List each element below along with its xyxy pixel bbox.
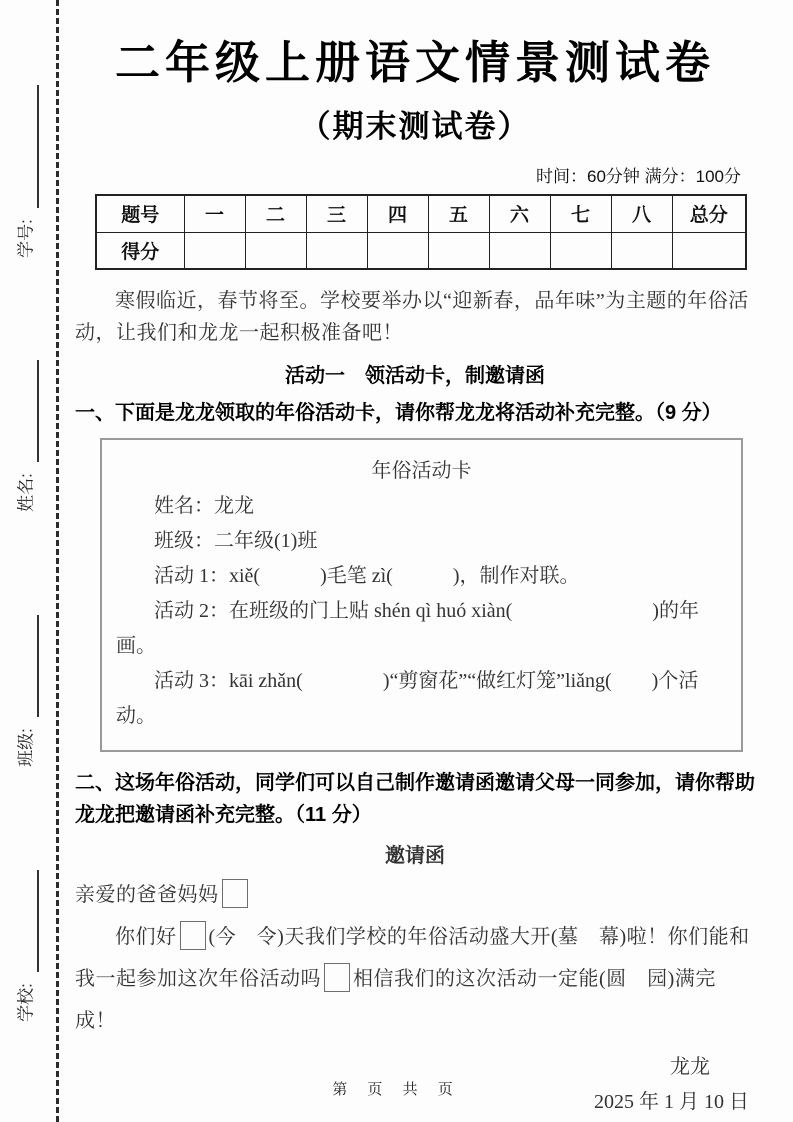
answer-box-punctuation-2[interactable] xyxy=(180,921,206,950)
score-cell[interactable] xyxy=(184,232,245,269)
card-activity-3[interactable]: 活动 3：kāi zhǎn( )“剪窗花”“做红灯笼”liǎng( )个活动。 xyxy=(116,670,699,727)
header-cell-2: 二 xyxy=(245,195,306,232)
header-cell-4: 四 xyxy=(367,195,428,232)
score-cell[interactable] xyxy=(428,232,489,269)
card-class-line: 班级：二年级(1)班 xyxy=(154,530,318,552)
score-cell[interactable] xyxy=(489,232,550,269)
invitation-date: 2025 年 1 月 10 日 xyxy=(594,1091,749,1113)
score-row-label: 得分 xyxy=(96,232,184,269)
invitation-salutation xyxy=(75,874,755,916)
activity-card xyxy=(100,438,743,752)
question-2: 二、这场年俗活动，同学们可以自己制作邀请函邀请父母一同参加，请你帮助龙龙把邀请函补充完整。（11 分） xyxy=(75,772,755,826)
school-label: 学校: xyxy=(16,983,36,1022)
score-cell[interactable] xyxy=(550,232,611,269)
score-cell[interactable] xyxy=(611,232,672,269)
page-title: 二年级上册语文情景测试卷 xyxy=(114,37,715,88)
invitation-body xyxy=(75,916,755,1042)
score-cell[interactable] xyxy=(306,232,367,269)
card-activity-1[interactable]: 活动 1：xiě( )毛笔 zì( )，制作对联。 xyxy=(154,565,580,587)
name-blank-line[interactable] xyxy=(37,360,39,462)
class-blank-line[interactable] xyxy=(37,615,39,717)
answer-box-punctuation-1[interactable] xyxy=(222,879,248,908)
header-cell-3: 三 xyxy=(306,195,367,232)
invitation-signature: 龙龙 xyxy=(670,1056,710,1078)
time-score-info: 时间：60分钟 满分：100分 xyxy=(536,167,741,186)
page-subtitle: （期末测试卷） xyxy=(299,109,531,144)
cut-dashed-line xyxy=(56,0,59,1122)
invitation-body-part2: (今 令)天我们学校的年俗活动盛大开(墓 幕)啦！你们能和我一起参加这次年俗活动吗 xyxy=(75,926,750,990)
score-cell-total[interactable] xyxy=(672,232,746,269)
activity-one-heading: 活动一 领活动卡，制邀请函 xyxy=(285,365,545,387)
student-id-label: 学号: xyxy=(16,219,36,258)
header-cell-1: 一 xyxy=(184,195,245,232)
header-cell-5: 五 xyxy=(428,195,489,232)
header-cell-8: 八 xyxy=(611,195,672,232)
school-blank-line[interactable] xyxy=(37,870,39,972)
invitation-body-part1: 你们好 xyxy=(115,926,177,948)
invitation-body-part3: 相信我们的这次活动一定能(圆 园)满完成！ xyxy=(75,968,716,1032)
score-cell[interactable] xyxy=(367,232,428,269)
question-1: 一、下面是龙龙领取的年俗活动卡，请你帮龙龙将活动补充完整。（9 分） xyxy=(75,402,722,424)
invitation-heading: 邀请函 xyxy=(385,845,445,867)
score-cell[interactable] xyxy=(245,232,306,269)
test-paper xyxy=(75,0,755,1114)
salutation-text: 亲爱的爸爸妈妈 xyxy=(75,884,219,906)
activity-card-title: 年俗活动卡 xyxy=(371,460,472,482)
card-name-line: 姓名：龙龙 xyxy=(154,495,254,517)
header-cell-7: 七 xyxy=(550,195,611,232)
score-table-header-row xyxy=(96,195,746,232)
intro-paragraph: 寒假临近，春节将至。学校要举办以“迎新春，品年味”为主题的年俗活动，让我们和龙龙一起积极准备吧！ xyxy=(75,290,749,344)
card-activity-2[interactable]: 活动 2：在班级的门上贴 shén qì huó xiàn( )的年画。 xyxy=(116,600,699,657)
score-table-score-row xyxy=(96,232,746,269)
class-label: 班级: xyxy=(16,728,36,767)
score-table xyxy=(95,194,747,270)
name-label: 姓名: xyxy=(16,473,36,512)
page-footer: 第 页 共 页 xyxy=(332,1081,461,1098)
header-cell-question-number: 题号 xyxy=(96,195,184,232)
student-id-blank-line[interactable] xyxy=(37,85,39,208)
header-cell-total: 总分 xyxy=(672,195,746,232)
header-cell-6: 六 xyxy=(489,195,550,232)
answer-box-punctuation-3[interactable] xyxy=(324,963,350,992)
